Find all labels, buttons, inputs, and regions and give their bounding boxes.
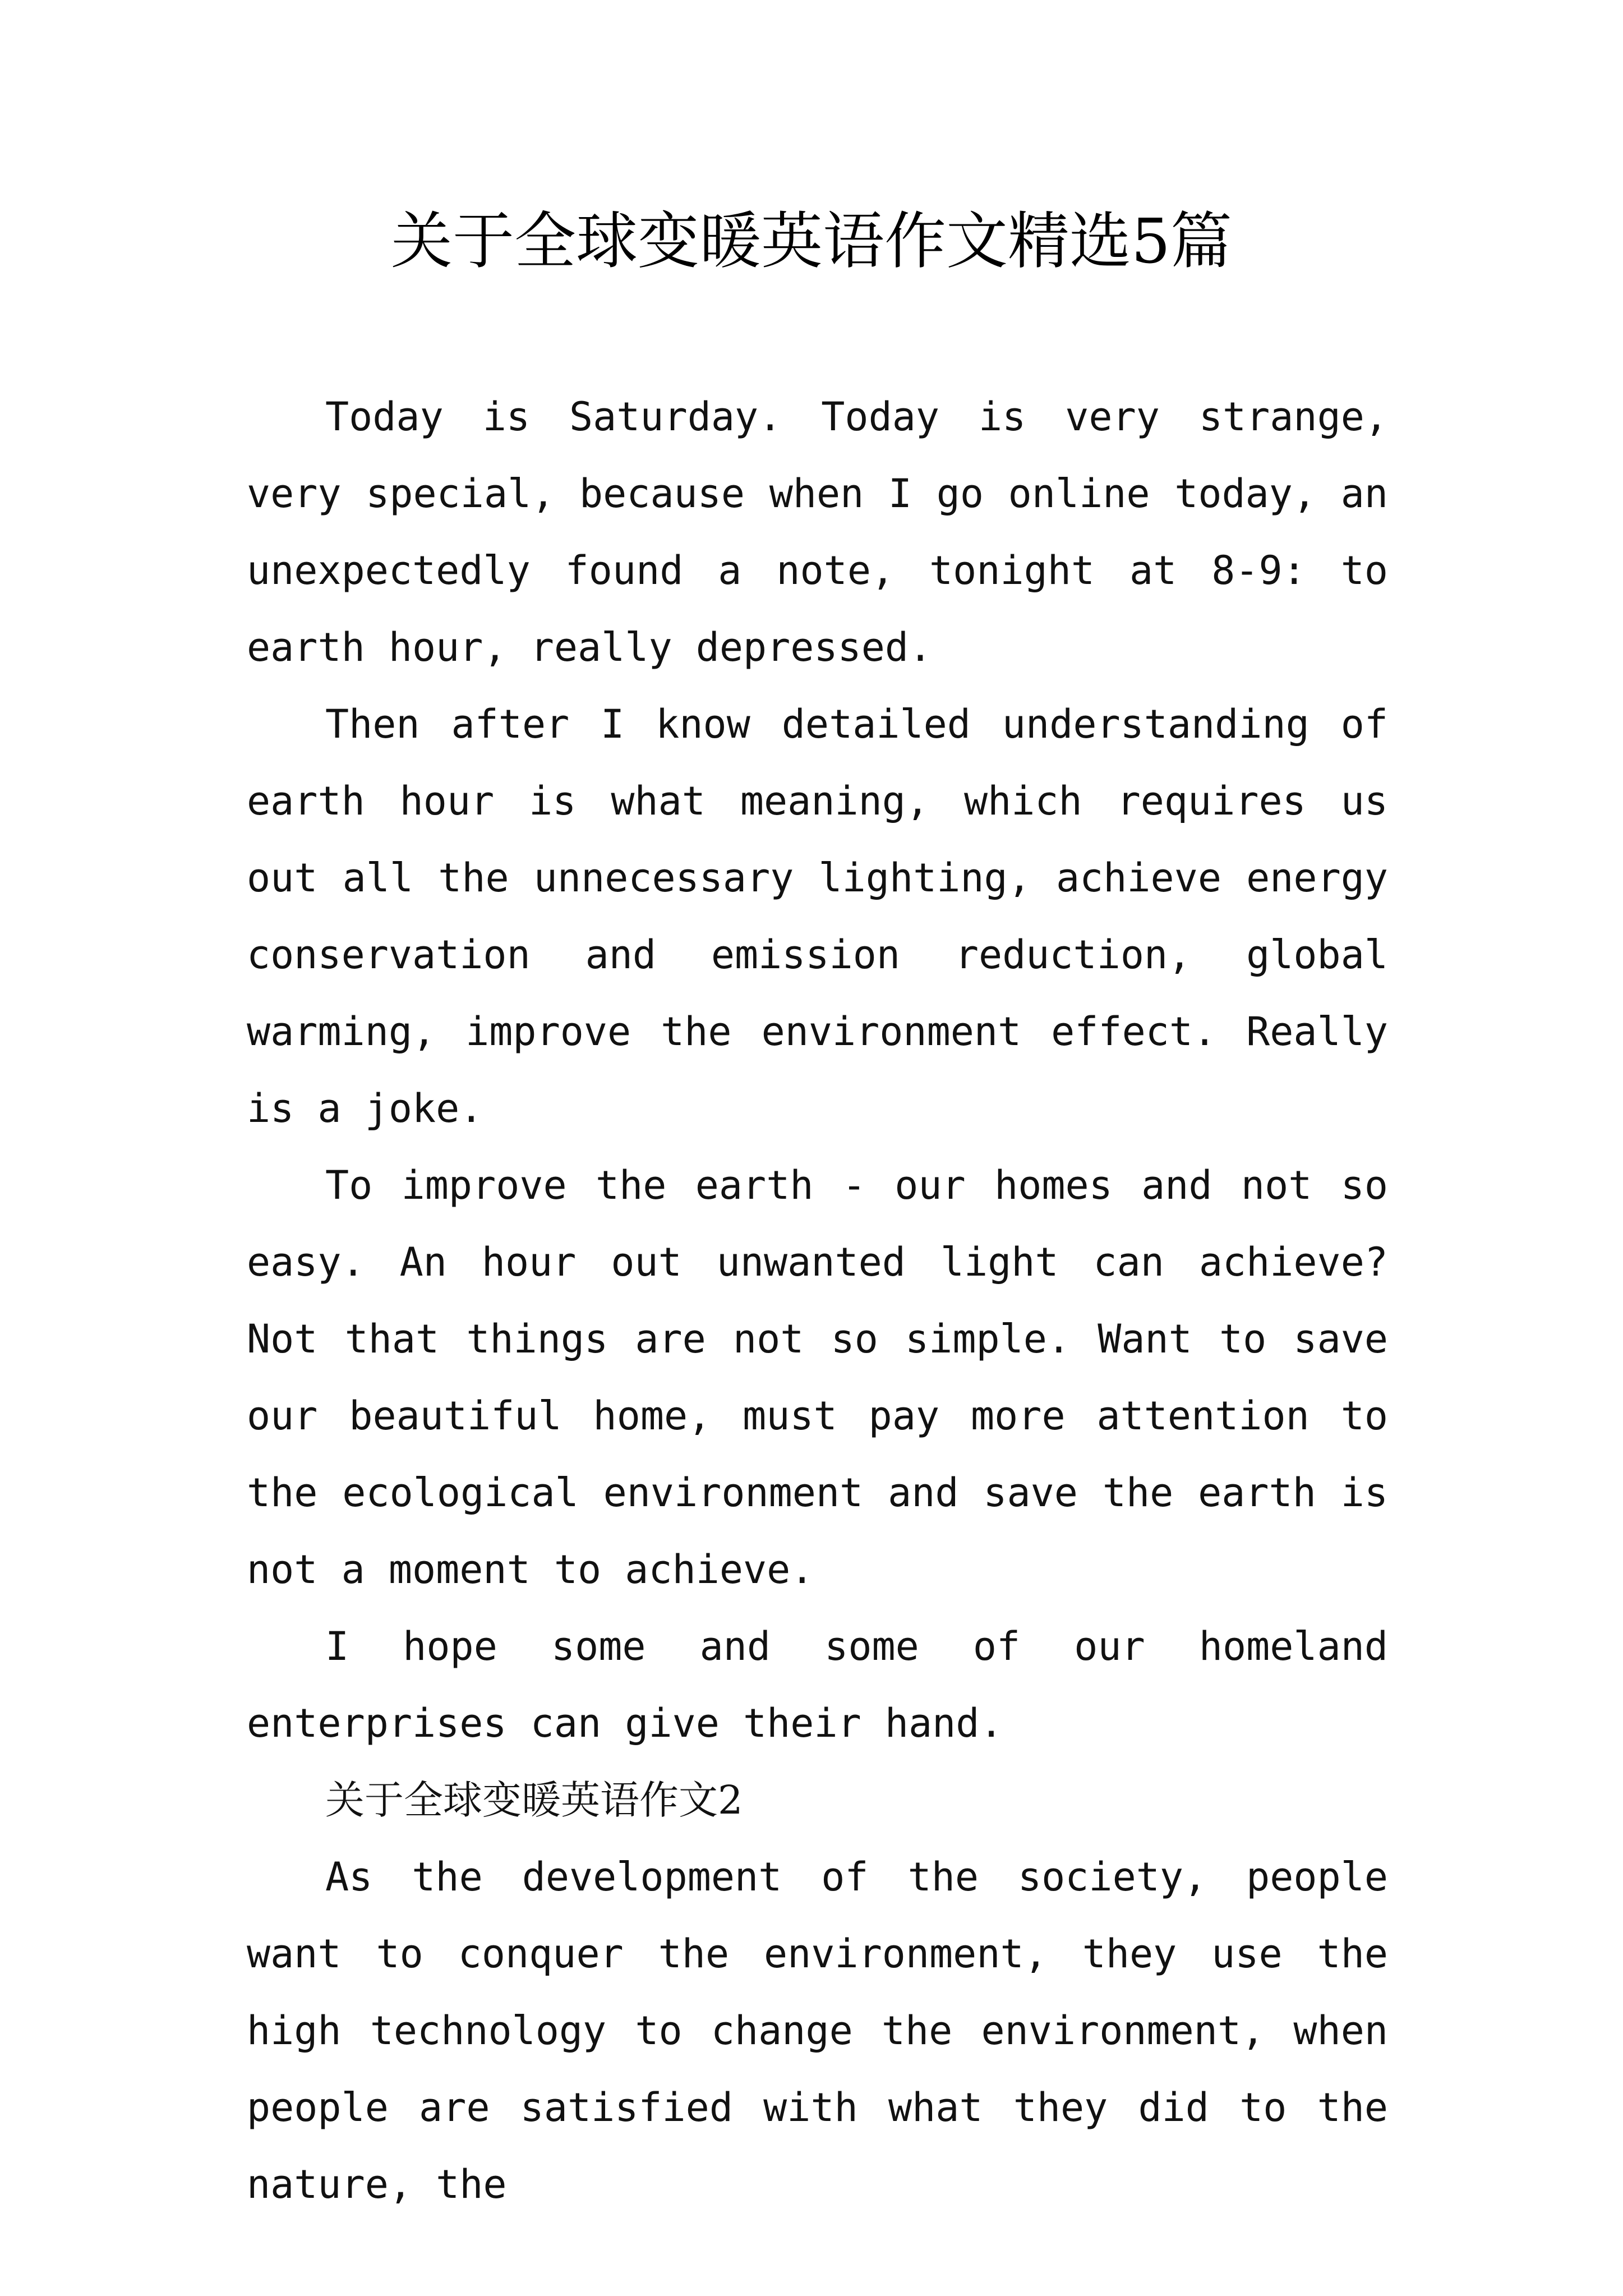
paragraph-2: Then after I know detailed understanding of earth hour is what meaning, which requires us out all the unnecessary lighting, achieve energy conservation and emission reduction, global warming, improve the environment effect. Really is a joke. xyxy=(247,701,1388,1131)
document-title: 关于全球变暖英语作文精选5篇 xyxy=(391,205,1232,277)
section-heading: 关于全球变暖英语作文2 xyxy=(325,1777,743,1823)
section-paragraph-1: As the development of the society, people want to conquer the environment, they use the high technology to change the environment, when people are satisfied with what they did to the nature, the xyxy=(247,1854,1388,2207)
paragraph-3: To improve the earth - our homes and not so easy. An hour out unwanted light can achieve? Not that things are not so simple. Want to save our beautiful home, must pay more attention to the ecological environment and save the earth is not a moment to achieve. xyxy=(247,1162,1388,1593)
paragraph-1: Today is Saturday. Today is very strange, very special, because when I go online today, an unexpectedly found a note, tonight at 8-9: to earth hour, really depressed. xyxy=(247,394,1388,670)
document-body xyxy=(247,379,1388,2223)
paragraph-4: I hope some and some of our homeland enterprises can give their hand. xyxy=(247,1623,1388,1746)
